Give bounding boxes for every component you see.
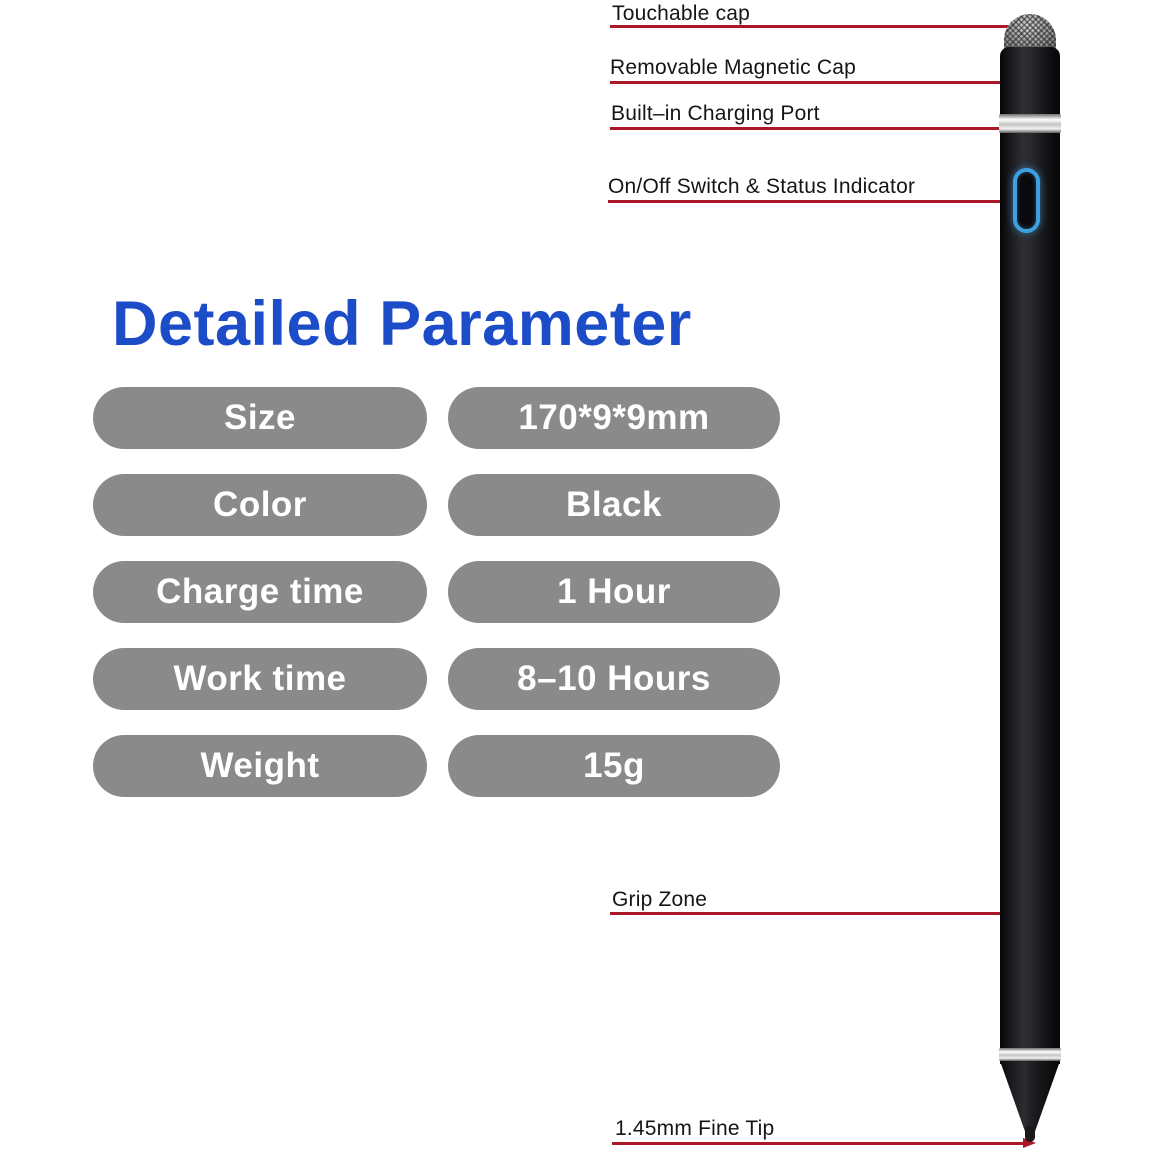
callout-touchable-cap: Touchable cap xyxy=(612,2,751,25)
pen-cone xyxy=(1000,1061,1060,1132)
pen-fine-tip xyxy=(1025,1126,1035,1142)
table-row xyxy=(93,561,780,623)
tip-ring xyxy=(999,1048,1061,1061)
callout-grip-zone: Grip Zone xyxy=(612,888,708,911)
leader-line-charging-port xyxy=(610,127,1006,130)
leader-line-switch-indicator xyxy=(608,200,1006,203)
param-value-color: Black xyxy=(448,474,780,536)
table-row xyxy=(93,735,780,797)
table-row xyxy=(93,387,780,449)
callout-fine-tip: 1.45mm Fine Tip xyxy=(615,1117,775,1140)
mesh-touchable-cap xyxy=(1004,14,1056,51)
leader-line-touchable-cap xyxy=(610,25,1012,28)
leader-line-removable-magnetic-cap xyxy=(610,81,1010,84)
param-value-weight: 15g xyxy=(448,735,780,797)
param-value-size: 170*9*9mm xyxy=(448,387,780,449)
parameter-table xyxy=(93,387,780,822)
stylus-pen xyxy=(1000,14,1060,1148)
param-name-charge-time: Charge time xyxy=(93,561,427,623)
param-value-charge-time: 1 Hour xyxy=(448,561,780,623)
callout-charging-port: Built–in Charging Port xyxy=(611,102,820,125)
charging-port-ring xyxy=(999,114,1061,133)
power-switch xyxy=(1013,168,1040,233)
page-title: Detailed Parameter xyxy=(112,289,692,359)
param-name-color: Color xyxy=(93,474,427,536)
leader-line-grip-zone xyxy=(610,912,1003,915)
param-name-size: Size xyxy=(93,387,427,449)
callout-removable-magnetic-cap: Removable Magnetic Cap xyxy=(610,56,857,79)
param-value-work-time: 8–10 Hours xyxy=(448,648,780,710)
table-row xyxy=(93,648,780,710)
callout-switch-indicator: On/Off Switch & Status Indicator xyxy=(608,175,916,198)
leader-line-fine-tip xyxy=(612,1142,1024,1145)
param-name-weight: Weight xyxy=(93,735,427,797)
table-row xyxy=(93,474,780,536)
param-name-work-time: Work time xyxy=(93,648,427,710)
